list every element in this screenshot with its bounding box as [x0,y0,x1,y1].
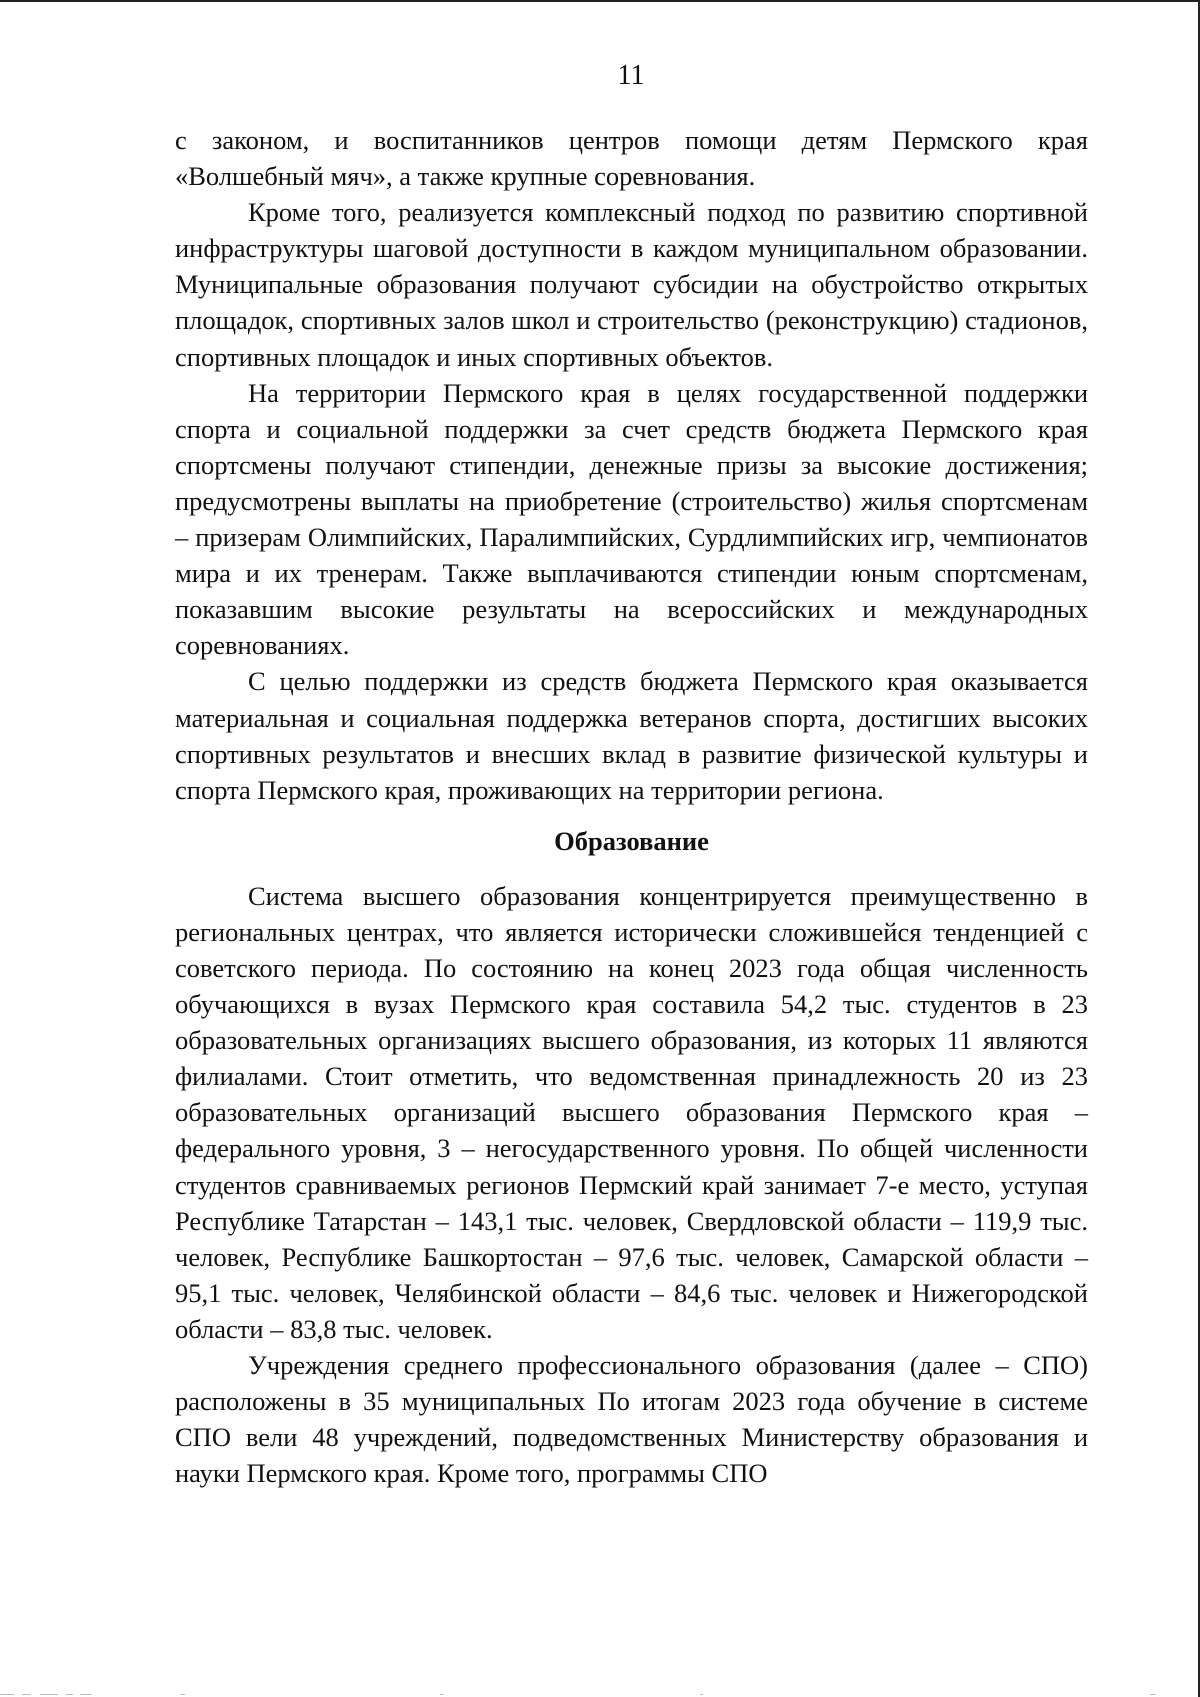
paragraph: На территории Пермского края в целях государственной поддержки спорта и социальной поддержки за счет средств бюджета Пермского края спортсмены получают стипендии, денежные призы за высокие достижения; предусмотрены выплаты на приобретение (строительство) жилья спортсменам – призерам Олимпийских, Паралимпийских, Сурдлимпийских игр, чемпионатов мира и их тренерам. Также выплачиваются стипендии юным спортсменам, показавшим высокие результаты на всероссийских и международных соревнованиях. [175,377,1088,661]
paragraph: Система высшего образования концентрируется преимущественно в региональных центрах, что является исторически сложившейся тенденцией с советского периода. По состоянию на конец 2023 года общая численность обучающихся в вузах Пермского края составила 54,2 тыс. студентов в 23 образовательных организациях высшего образования, из которых 11 являются филиалами. Стоит отметить, что ведомственная принадлежность 20 из 23 образовательных организаций высшего образования Пермского края – федерального уровня, 3 – негосударственного уровня. По общей численности студентов сравниваемых регионов Пермский край занимает 7-е место, уступая Республике Татарстан – 143,1 тыс. человек, Свердловской области – 119,9 тыс. человек, Республике Башкортостан – 97,6 тыс. человек, Самарской области – 95,1 тыс. человек, Челябинской области – 84,6 тыс. человек и Нижегородской области – 83,8 тыс. человек. [175,880,1088,1344]
page-number: 11 [617,60,645,91]
paragraph: Учреждения среднего профессионального образования (далее – СПО) расположены в 35 муниципальных По итогам 2023 года обучение в системе СПО вели 48 учреждений, подведомственных Министерству образования и науки Пермского края. Кроме того, программы СПО [175,1350,1088,1489]
paragraph: С целью поддержки из средств бюджета Пермского края оказывается материальная и социальная поддержка ветеранов спорта, достигших высоких спортивных результатов и внесших вклад в развитие физической культуры и спорта Пермского края, проживающих на территории региона. [175,666,1088,805]
scan-noise-strip [0,1691,1200,1697]
paragraph: Кроме того, реализуется комплексный подход по развитию спортивной инфраструктуры шаговой доступности в каждом муниципальном образовании. Муниципальные образования получают субсидии на обустройство открытых площадок, спортивных залов школ и строительство (реконструкцию) стадионов, спортивных площадок и иных спортивных объектов. [175,197,1088,372]
paragraph-continuation: с законом, и воспитанников центров помощи детям Пермского края «Волшебный мяч», а также крупные соревнования. [175,125,1088,192]
document-body [175,122,1088,1491]
scan-border-top [0,0,1200,2]
section-heading: Образование [554,825,709,856]
